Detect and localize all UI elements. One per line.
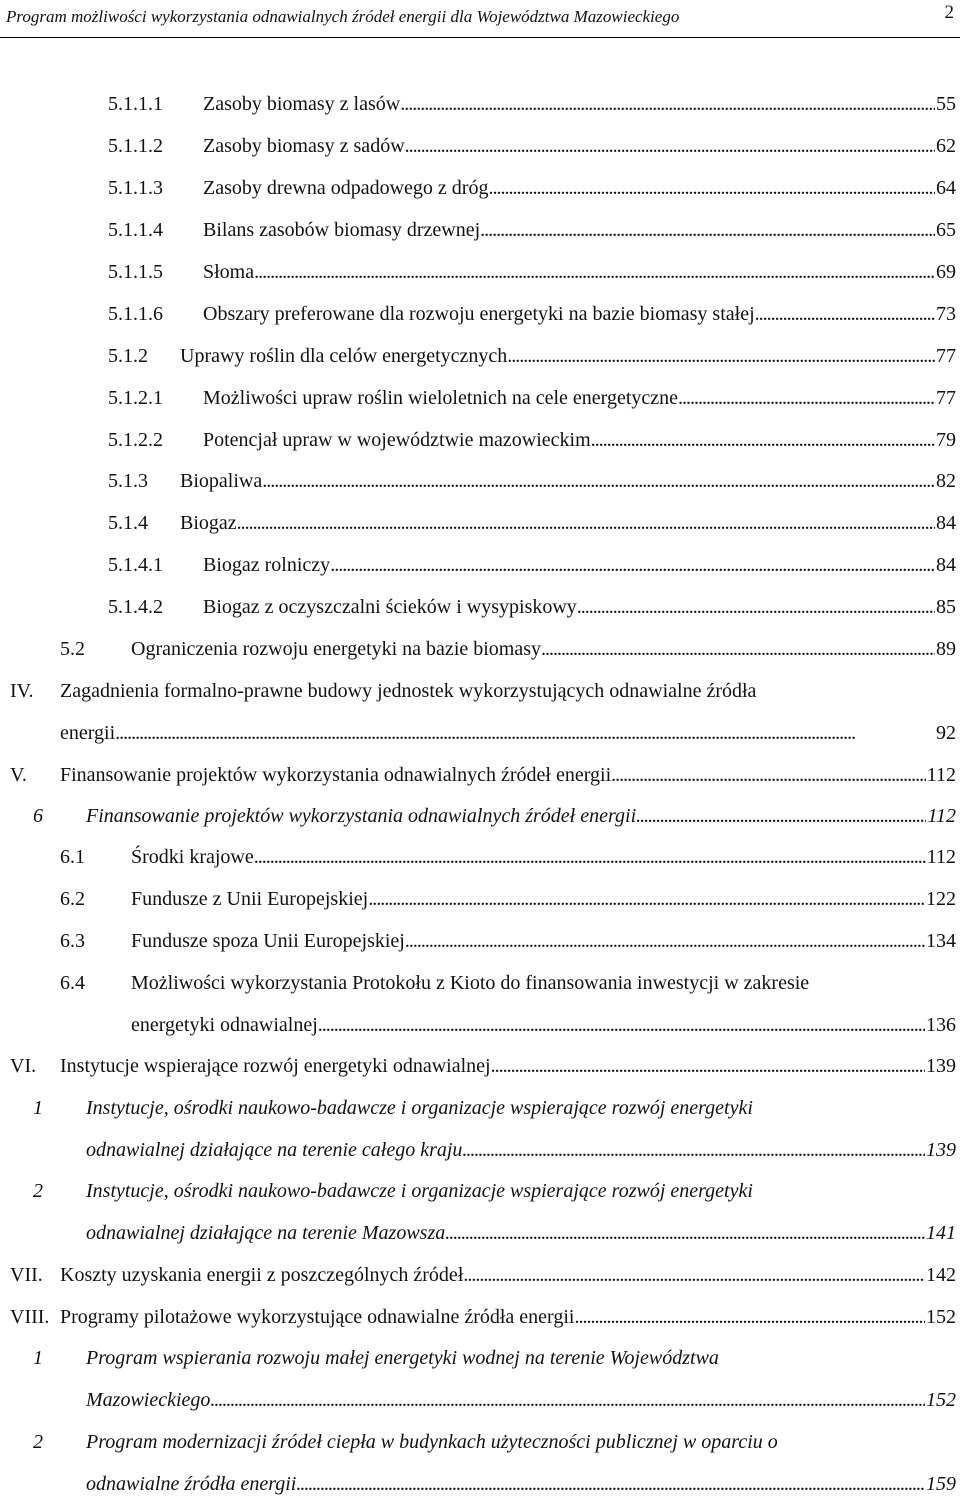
toc-entry-number: V. [10, 764, 27, 786]
dot-leader [574, 1305, 925, 1329]
toc-entry-page: 112 [926, 764, 956, 786]
toc-entry-title: Ograniczenia rozwoju energetyki na bazie biomasy [131, 638, 542, 660]
toc-entry-number: 2 [33, 1431, 43, 1453]
dot-leader [678, 386, 935, 410]
dot-leader [330, 553, 935, 577]
toc-entry-title: Zasoby drewna odpadowego z dróg [203, 177, 489, 199]
toc-entry-title: Obszary preferowane dla rozwoju energetyki na bazie biomasy stałej [203, 303, 755, 325]
toc-entry-number: VII. [10, 1264, 43, 1286]
toc-entry-title: Uprawy roślin dla celów energetycznych [180, 345, 508, 367]
toc-entry-title: Potencjał upraw w województwie mazowieckim [203, 429, 591, 451]
toc-entry-number: VIII. [10, 1306, 50, 1328]
toc-entry-title: Instytucje, ośrodki naukowo-badawcze i organizacje wspierające rozwój energetyki [86, 1180, 753, 1202]
toc-entry-number: IV. [10, 680, 34, 702]
toc-entry-number: VI. [10, 1055, 37, 1077]
toc-entry-number: 5.1.2.1 [108, 387, 163, 409]
toc-entry-page: 69 [936, 261, 956, 283]
toc-entry-page: 85 [936, 596, 956, 618]
toc-entry-page: 55 [936, 93, 956, 115]
toc-entry-number: 2 [33, 1180, 43, 1202]
dot-leader [462, 1138, 925, 1162]
dot-leader [488, 176, 935, 200]
dot-leader [368, 887, 925, 911]
toc-entry-title: Biogaz [180, 512, 237, 534]
page-number: 2 [944, 2, 954, 23]
toc-entry-title: Finansowanie projektów wykorzystania odnawialnych źródeł energii [60, 764, 612, 786]
toc-entry-page: 79 [936, 429, 956, 451]
toc-entry-page: 82 [936, 470, 956, 492]
toc-entry-page: 89 [936, 638, 956, 660]
toc-entry-number: 5.1.4.1 [108, 554, 163, 576]
toc-entry-page: 84 [936, 512, 956, 534]
toc-entry-title: Bilans zasobów biomasy drzewnej [203, 219, 481, 241]
dot-leader [636, 804, 926, 828]
toc-entry-number: 5.1.1.2 [108, 135, 163, 157]
toc-entry-title: Mazowieckiego [86, 1389, 211, 1411]
toc-entry-number: 6 [33, 805, 43, 827]
dot-leader [210, 1388, 925, 1412]
toc-entry-title: Finansowanie projektów wykorzystania odnawialnych źródeł energii [86, 805, 637, 827]
toc-entry-title: Możliwości wykorzystania Protokołu z Kioto do finansowania inwestycji w zakresie [131, 972, 810, 994]
toc-entry-title: Zasoby biomasy z sadów [203, 135, 405, 157]
toc-entry-title: energii [60, 722, 116, 744]
toc-entry-title: Program wspierania rozwoju małej energetyki wodnej na terenie Województwa [86, 1347, 719, 1369]
dot-leader [541, 637, 935, 661]
toc-entry-page: 159 [926, 1473, 956, 1495]
toc-entry-title: Słoma [203, 261, 255, 283]
toc-entry-number: 1 [33, 1347, 43, 1369]
toc-entry-number: 5.1.1.3 [108, 177, 163, 199]
dot-leader [611, 763, 926, 787]
toc-entry-title: energetyki odnawialnej [131, 1014, 318, 1036]
toc-entry-page: 134 [926, 930, 956, 952]
toc-entry-title: Instytucje, ośrodki naukowo-badawcze i organizacje wspierające rozwój energetyki [86, 1097, 753, 1119]
toc-entry-number: 6.4 [60, 972, 85, 994]
toc-entry-page: 62 [936, 135, 956, 157]
toc-entry-number: 5.1.2.2 [108, 429, 163, 451]
dot-leader [400, 92, 935, 116]
toc-entry-number: 5.2 [60, 638, 85, 660]
toc-entry-page: 142 [926, 1264, 956, 1286]
dot-leader [115, 721, 935, 745]
dot-leader [507, 344, 935, 368]
toc-entry-number: 5.1.1.4 [108, 219, 163, 241]
dot-leader [318, 1013, 925, 1037]
toc-entry-number: 5.1.3 [108, 470, 148, 492]
toc-entry-page: 77 [936, 345, 956, 367]
toc-entry-title: Instytucje wspierające rozwój energetyki odnawialnej [60, 1055, 491, 1077]
dot-leader [296, 1472, 925, 1496]
dot-leader [405, 134, 935, 158]
toc-entry-title: odnawialne źródła energii [86, 1473, 297, 1495]
dot-leader [254, 845, 926, 869]
toc-entry-number: 5.1.1.5 [108, 261, 163, 283]
toc-entry-title: Biogaz rolniczy [203, 554, 331, 576]
toc-entry-title: Koszty uzyskania energii z poszczególnych źródeł [60, 1264, 464, 1286]
toc-entry-page: 136 [926, 1014, 956, 1036]
toc-entry-page: 139 [926, 1055, 956, 1077]
dot-leader [491, 1054, 925, 1078]
dot-leader [254, 260, 935, 284]
toc-entry-title: Zasoby biomasy z lasów [203, 93, 401, 115]
dot-leader [405, 929, 925, 953]
toc-entry-number: 5.1.2 [108, 345, 148, 367]
toc-entry-title: Biogaz z oczyszczalni ścieków i wysypiskowy [203, 596, 577, 618]
toc-entry-page: 112 [927, 805, 956, 827]
toc-entry-page: 112 [926, 846, 956, 868]
toc-entry-page: 139 [926, 1139, 956, 1161]
toc-entry-page: 73 [936, 303, 956, 325]
toc-entry-number: 1 [33, 1097, 43, 1119]
toc-entry-number: 5.1.1.1 [108, 93, 163, 115]
toc-entry-title: Fundusze spoza Unii Europejskiej [131, 930, 405, 952]
toc-entry-title: Fundusze z Unii Europejskiej [131, 888, 369, 910]
toc-entry-number: 5.1.4 [108, 512, 148, 534]
toc-entry-page: 84 [936, 554, 956, 576]
toc-entry-page: 152 [926, 1306, 956, 1328]
toc-entry-number: 5.1.1.6 [108, 303, 163, 325]
toc-entry-page: 64 [936, 177, 956, 199]
toc-entry-number: 5.1.4.2 [108, 596, 163, 618]
dot-leader [262, 469, 935, 493]
toc-entry-page: 152 [926, 1389, 956, 1411]
toc-entry-title: Zagadnienia formalno-prawne budowy jednostek wykorzystujących odnawialne źródła [60, 680, 757, 702]
toc-entry-title: Środki krajowe [131, 846, 254, 868]
toc-entry-title: odnawialnej działające na terenie Mazowsza [86, 1222, 446, 1244]
toc-entry-number: 6.3 [60, 930, 85, 952]
dot-leader [591, 428, 935, 452]
toc-entry-page: 141 [926, 1222, 956, 1244]
dot-leader [755, 302, 935, 326]
toc-entry-title: Programy pilotażowe wykorzystujące odnawialne źródła energii [60, 1306, 575, 1328]
toc-entry-page: 65 [936, 219, 956, 241]
running-header [0, 0, 960, 38]
toc-entry-title: Program modernizacji źródeł ciepła w budynkach użyteczności publicznej w oparciu o [86, 1431, 778, 1453]
toc-entry-title: Biopaliwa [180, 470, 263, 492]
dot-leader [463, 1263, 925, 1287]
toc-entry-number: 6.2 [60, 888, 85, 910]
dot-leader [445, 1221, 925, 1245]
toc-entry-title: Możliwości upraw roślin wieloletnich na cele energetyczne [203, 387, 679, 409]
toc-entry-number: 6.1 [60, 846, 85, 868]
toc-entry-title: odnawialnej działające na terenie całego kraju [86, 1139, 463, 1161]
document-title: Program możliwości wykorzystania odnawialnych źródeł energii dla Województwa Mazowieckiego [6, 7, 680, 26]
dot-leader [480, 218, 935, 242]
toc-entry-page: 122 [926, 888, 956, 910]
toc-entry-page: 92 [936, 722, 956, 744]
dot-leader [577, 595, 935, 619]
dot-leader [237, 511, 935, 535]
toc-entry-page: 77 [936, 387, 956, 409]
